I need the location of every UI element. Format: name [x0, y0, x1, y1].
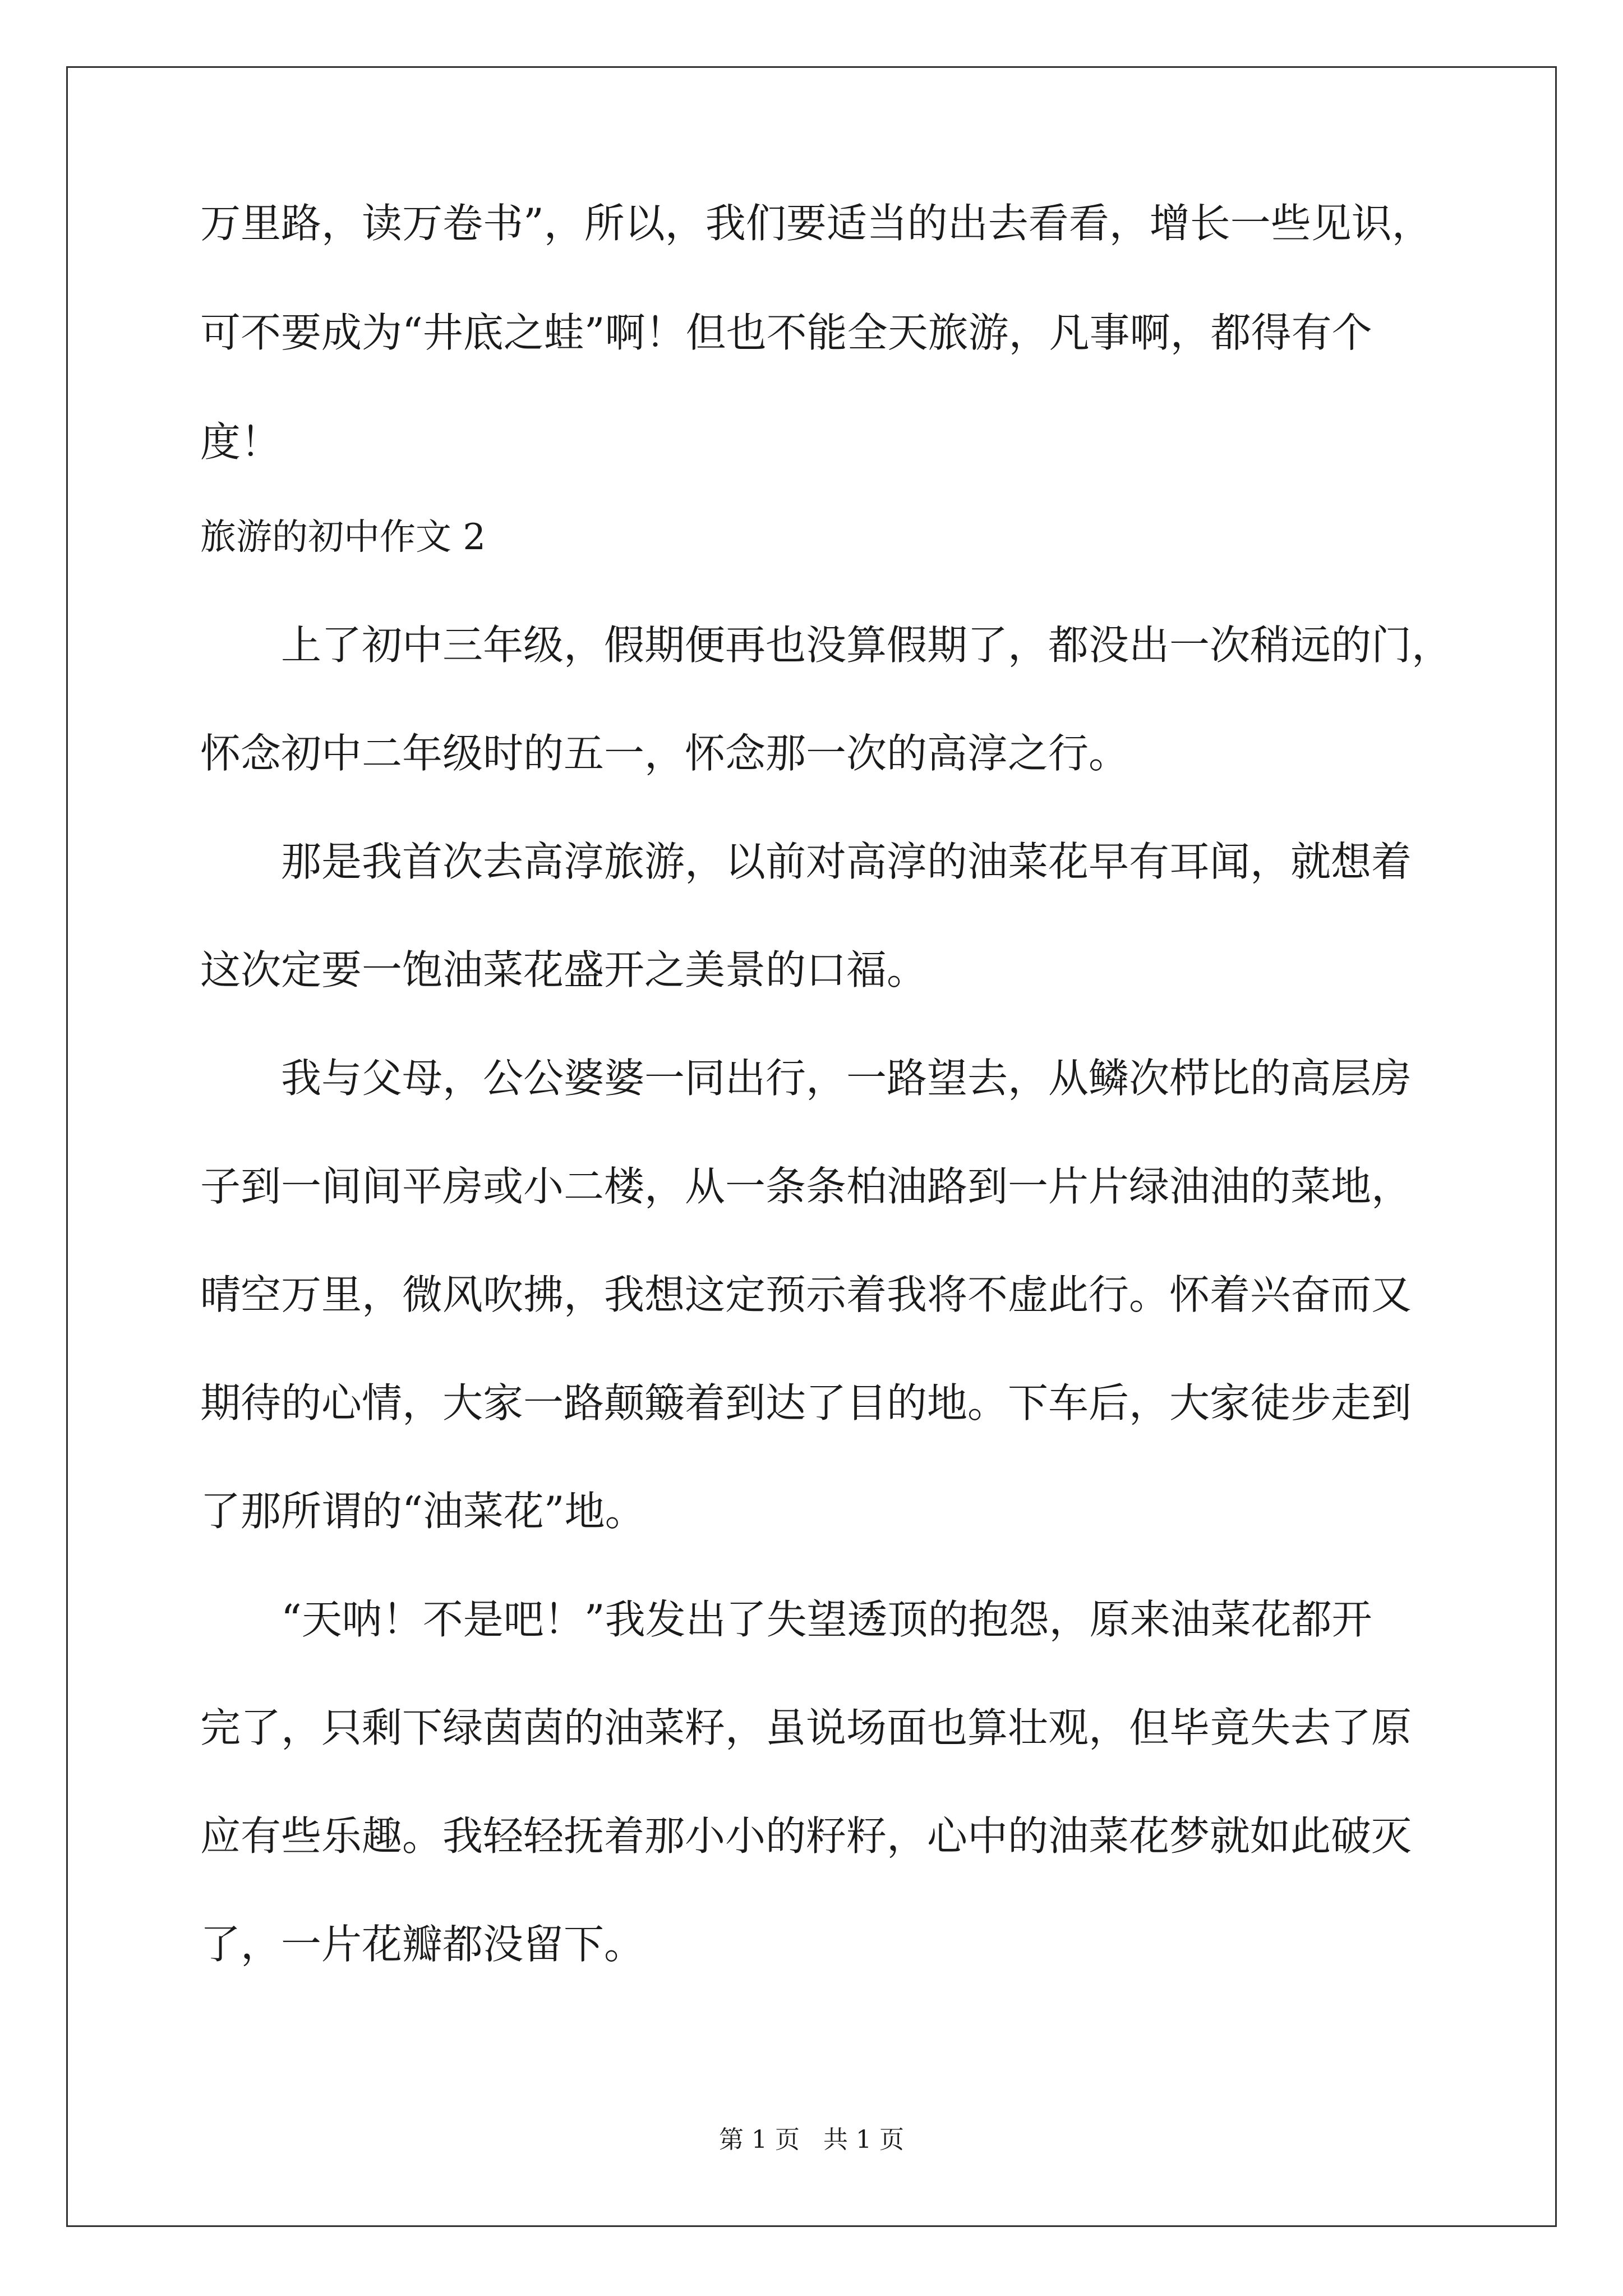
text-line: 了，一片花瓣都没留下。 — [200, 1921, 645, 1968]
text-line: 完了，只剩下绿茵茵的油菜籽，虽说场面也算壮观，但毕竟失去了原 — [200, 1704, 1412, 1751]
page-border — [66, 66, 1557, 2227]
text-line: 可不要成为“井底之蛙”啊！但也不能全天旅游，凡事啊，都得有个 — [200, 309, 1372, 356]
text-line: 万里路，读万卷书”，所以，我们要适当的出去看看，增长一些见识， — [200, 200, 1432, 247]
text-line: 子到一间间平房或小二楼，从一条条柏油路到一片片绿油油的菜地， — [200, 1163, 1412, 1210]
text-line: 了那所谓的“油菜花”地。 — [200, 1488, 645, 1535]
section-heading: 旅游的初中作文 2 — [200, 517, 486, 558]
text-line: 我与父母，公公婆婆一同出行，一路望去，从鳞次栉比的高层房 — [200, 1055, 1412, 1102]
text-line: 上了初中三年级，假期便再也没算假期了，都没出一次稍远的门， — [200, 622, 1453, 669]
text-line: 那是我首次去高淳旅游，以前对高淳的油菜花早有耳闻，就想着 — [200, 838, 1412, 885]
page-footer: 第 1 页 共 1 页 — [719, 2125, 904, 2154]
text-line: 应有些乐趣。我轻轻抚着那小小的籽籽，心中的油菜花梦就如此破灭 — [200, 1812, 1412, 1860]
text-line: 期待的心情，大家一路颠簸着到达了目的地。下车后，大家徒步走到 — [200, 1379, 1412, 1427]
text-line: 这次定要一饱油菜花盛开之美景的口福。 — [200, 946, 928, 993]
text-line: 晴空万里，微风吹拂，我想这定预示着我将不虚此行。怀着兴奋而又 — [200, 1271, 1412, 1318]
text-line: 怀念初中二年级时的五一，怀念那一次的高淳之行。 — [200, 730, 1129, 777]
text-line: “天呐！不是吧！”我发出了失望透顶的抱怨，原来油菜花都开 — [200, 1596, 1372, 1643]
text-line: 度！ — [200, 418, 282, 466]
